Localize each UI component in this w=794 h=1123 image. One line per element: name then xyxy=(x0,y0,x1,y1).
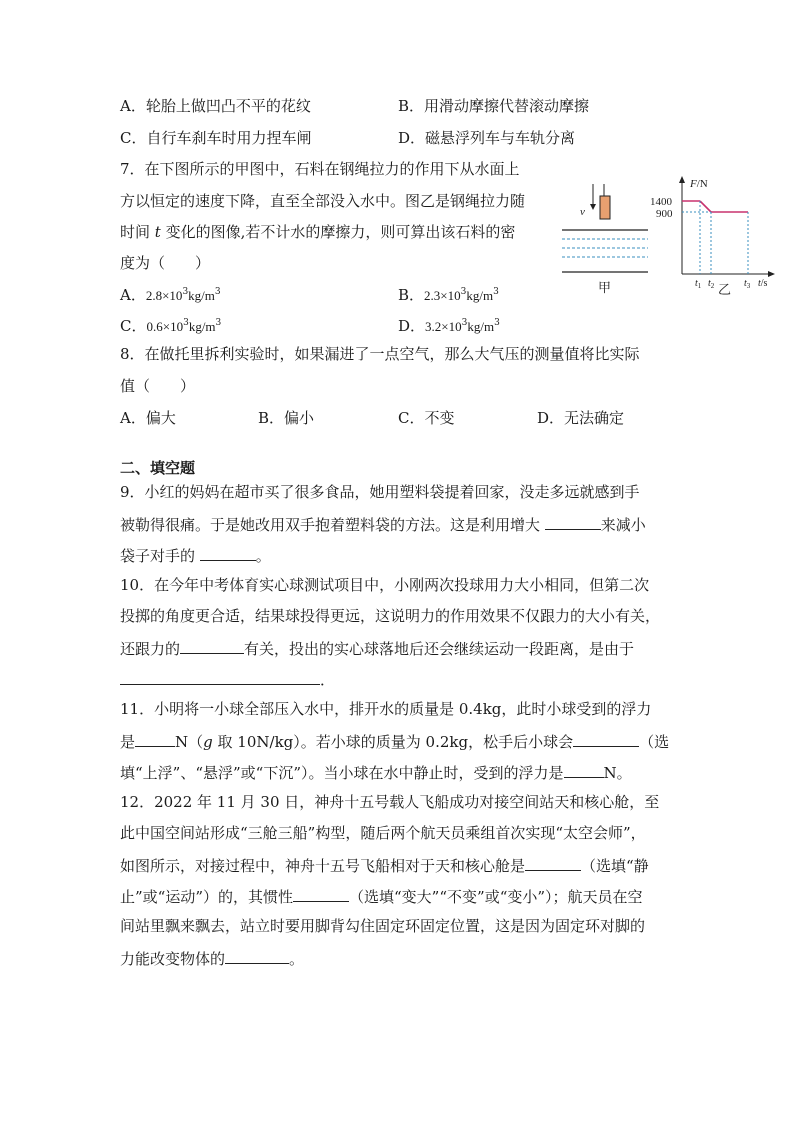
answer-blank[interactable] xyxy=(200,544,256,561)
x-tick-t3: $t_3$ xyxy=(744,278,751,290)
down-arrow-icon xyxy=(590,204,596,210)
q12-stem-line4: 止”或“运动”）的，其惯性 （选填“变大”“不变”或“变小”）；航天员在空 xyxy=(120,885,643,907)
y-tick-900: 900 xyxy=(656,208,673,220)
x-tick-t2: $t_2$ xyxy=(708,278,715,290)
q9-stem-line1: 9．小红的妈妈在超市买了很多食品，她用塑料袋提着回家，没走多远就感到手 xyxy=(120,483,640,501)
q11-stem-line1: 11．小明将一小球全部压入水中，排开水的质量是 0.4kg，此时小球受到的浮力 xyxy=(120,700,652,718)
y-axis-label: F/N xyxy=(690,178,708,190)
q6-option-c: C．自行车刹车时用力捏车闸 xyxy=(120,129,312,147)
q12-stem-line2: 此中国空间站形成“三舱三船”构型，随后两个航天员乘组首次实现“太空会师”， xyxy=(120,824,646,842)
q8-option-d: D．无法确定 xyxy=(537,409,625,427)
answer-blank[interactable] xyxy=(564,761,604,778)
q8-option-b: B．偏小 xyxy=(258,409,315,427)
force-line-segment xyxy=(700,201,711,212)
q7-stem-line4: 度为（ ） xyxy=(120,254,211,272)
q7-option-c: C．$0.6\times 10^3kg/m^3$ xyxy=(120,317,222,335)
q9-stem-line3: 袋子对手的 。 xyxy=(120,544,271,566)
stone-block xyxy=(600,196,610,219)
q9-stem-line2: 被勒得很痛。于是她改用双手抱着塑料袋的方法。这是利用增大 来减小 xyxy=(120,513,646,535)
y-tick-1400: 1400 xyxy=(650,196,672,208)
q11-stem-line2: 是 N（g 取 10N/kg）。若小球的质量为 0.2kg，松手后小球会 （选 xyxy=(120,730,669,752)
q10-stem-line2: 投掷的角度更合适，结果球投得更远，这说明力的作用效果不仅跟力的大小有关， xyxy=(120,607,661,625)
q12-stem-line6: 力能改变物体的 。 xyxy=(120,947,304,969)
x-axis-arrow-icon xyxy=(768,271,775,277)
answer-blank[interactable] xyxy=(573,730,639,747)
q11-stem-line3: 填“上浮”、“悬浮”或“下沉”）。当小球在水中静止时，受到的浮力是 N。 xyxy=(120,761,632,783)
q8-option-c: C．不变 xyxy=(398,409,455,427)
q12-stem-line5: 间站里飘来飘去，站立时要用脚背勾住固定环固定位置，这是因为固定环对脚的 xyxy=(120,917,646,935)
q6-option-b: B．用滑动摩擦代替滚动摩擦 xyxy=(398,97,590,115)
x-axis-label: t/s xyxy=(758,278,768,289)
q7-option-d: D．$3.2\times 10^3kg/m^3$ xyxy=(398,317,500,335)
q7-option-b: B．$2.3\times 10^3kg/m^3$ xyxy=(398,286,499,304)
q10-stem-line3: 还跟力的 有关，投出的实心球落地后还会继续运动一段距离，是由于 xyxy=(120,637,634,659)
q7-option-a: A．$2.8\times 10^3kg/m^3$ xyxy=(120,286,221,304)
figure-jia-caption: 甲 xyxy=(598,280,612,295)
answer-blank[interactable] xyxy=(293,885,349,902)
q12-stem-line1: 12．2022 年 11 月 30 日，神舟十五号载人飞船成功对接空间站天和核心舱，至 xyxy=(120,793,660,811)
q10-stem-line4: ． xyxy=(120,668,335,690)
q8-option-a: A．偏大 xyxy=(120,409,176,427)
q12-stem-line3: 如图所示，对接过程中，神舟十五号飞船相对于天和核心舱是 （选填“静 xyxy=(120,854,649,876)
q8-stem-line1: 8．在做托里拆利实验时，如果漏进了一点空气，那么大气压的测量值将比实际 xyxy=(120,345,640,363)
q8-stem-line2: 值（ ） xyxy=(120,377,196,395)
figure-yi-graph xyxy=(650,174,790,298)
q7-stem-line1: 7．在下图所示的甲图中，石料在钢绳拉力的作用下从水面上 xyxy=(120,160,520,178)
answer-blank[interactable] xyxy=(525,854,581,871)
q6-option-a: A．轮胎上做凹凸不平的花纹 xyxy=(120,97,311,115)
answer-blank[interactable] xyxy=(180,637,244,654)
q7-stem-line2: 方以恒定的速度下降，直至全部没入水中。图乙是钢绳拉力随 xyxy=(120,192,526,210)
velocity-label: v xyxy=(580,206,585,218)
q7-stem-line3: 时间 t 变化的图像,若不计水的摩擦力，则可算出该石料的密 xyxy=(120,223,516,241)
figure-yi-caption: 乙 xyxy=(718,282,732,297)
answer-blank[interactable] xyxy=(120,668,320,685)
y-axis-arrow-icon xyxy=(679,176,685,183)
answer-blank[interactable] xyxy=(135,730,175,747)
q10-stem-line1: 10．在今年中考体育实心球测试项目中，小刚两次投球用力大小相同，但第二次 xyxy=(120,576,650,594)
figure-jia xyxy=(556,182,656,298)
x-tick-t1: $t_1$ xyxy=(695,278,702,290)
section-heading: 二、填空题 xyxy=(120,459,196,477)
answer-blank[interactable] xyxy=(545,513,601,530)
answer-blank[interactable] xyxy=(225,947,289,964)
q6-option-d: D．磁悬浮列车与车轨分离 xyxy=(398,129,576,147)
